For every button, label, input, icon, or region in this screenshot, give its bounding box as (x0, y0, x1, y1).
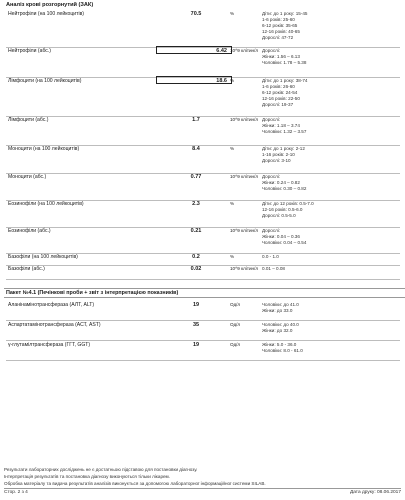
reference-line: Дорослі: 3-10 (262, 158, 291, 163)
table-row (6, 116, 400, 146)
test-name: Нейтрофіли (на 100 лейкоцитів) (8, 11, 84, 17)
reference-line: Жінки: 0.04 – 0.36 (262, 234, 300, 239)
test-value: 0.21 (190, 228, 202, 234)
test-name: γ-глутамілтрансфераза (ГГТ, GGT) (8, 342, 91, 348)
reference-line: 1-6 років: 26-60 (262, 84, 295, 89)
test-value: 70.5 (190, 11, 202, 17)
reference-line: Діти: до 1 року: 15-45 (262, 11, 308, 16)
reference-line: Жінки: 0.24 – 0.82 (262, 180, 300, 185)
reference-line: 12-16 років: 22-50 (262, 96, 300, 101)
test-unit: % (230, 254, 235, 259)
reference-line: 1-6 років: 25-60 (262, 17, 295, 22)
test-name: Моноцити (абс.) (8, 174, 47, 180)
reference-line: Чоловіки: 1.78 – 5.38 (262, 60, 307, 65)
reference-range (262, 117, 398, 135)
reference-line: Чоловіки: до 40.0 (262, 322, 299, 327)
table-row (6, 47, 400, 78)
test-name: Аланінамінотрансфераза (АЛТ, ALT) (8, 302, 95, 308)
test-unit: % (230, 11, 235, 16)
test-name: Моноцити (на 100 лейкоцитів) (8, 146, 80, 152)
test-unit: 10^9 клітин/л (230, 266, 259, 271)
packet-title: Пакет №4.1 (Печінкові проби + звіт з інтерпретацією показників) (4, 288, 405, 298)
reference-line: Дорослі: 47-72 (262, 35, 294, 40)
table-row (6, 173, 400, 201)
test-name: Еозинофіли (абс.) (8, 228, 51, 234)
test-value: 19 (192, 342, 200, 348)
test-name: Лімфоцити (на 100 лейкоцитів) (8, 78, 82, 84)
test-unit: % (230, 146, 235, 151)
table-row (6, 77, 400, 117)
reference-line: 12-16 років: 40-65 (262, 29, 300, 34)
section-title: Аналіз крові розгорнутий (ЗАК) (6, 2, 94, 8)
reference-range (262, 201, 398, 219)
note-3: Обробка матеріалу та видача результатів аналізів виконується за допомогою лабораторної інформаційної системи SILAB. (4, 481, 266, 486)
table-row (6, 341, 400, 361)
note-2: Інтерпретація результатів та постановка діагнозу виконуються тільки лікарем. (4, 474, 170, 479)
test-unit: 10^9 клітин/л (230, 117, 259, 122)
print-date: Дата друку: 08.06.2017 (350, 490, 401, 495)
test-unit: Од/л (230, 322, 241, 327)
reference-range (262, 254, 398, 260)
reference-range (262, 146, 398, 164)
reference-line: Дорослі: (262, 48, 281, 53)
reference-line: Чоловіки: 1.32 – 3.57 (262, 129, 307, 134)
test-unit: Од/л (230, 342, 241, 347)
table-row (6, 10, 400, 48)
reference-line: 1-16 років: 2-10 (262, 152, 295, 157)
reference-range (262, 302, 398, 314)
reference-line: Діти: до 1 року: 38-74 (262, 78, 308, 83)
reference-line: Дорослі: (262, 228, 281, 233)
test-unit: 10^9 клітин/л (230, 48, 259, 53)
reference-line: Діти: до 1 року: 2-12 (262, 146, 305, 151)
test-value: 19 (192, 302, 200, 308)
reference-line: Дорослі: 19-37 (262, 102, 294, 107)
test-value: 8.4 (192, 146, 200, 152)
reference-line: Чоловіки: 8.0 - 61.0 (262, 348, 303, 353)
test-name: Базофіли (на 100 лейкоцитів) (8, 254, 78, 260)
test-unit: % (230, 201, 235, 206)
reference-range (262, 174, 398, 192)
test-value: 2.3 (192, 201, 200, 207)
reference-range (262, 78, 398, 108)
test-unit: 10^9 клітин/л (230, 228, 259, 233)
table-row (6, 301, 400, 321)
test-value: 18.6 (156, 76, 232, 84)
reference-line: Дорослі: 0.5-5.0 (262, 213, 296, 218)
reference-range (262, 342, 398, 354)
table-row (6, 145, 400, 174)
reference-line: Дорослі: (262, 117, 281, 122)
reference-line: Чоловіки: 0.04 – 0.54 (262, 240, 307, 245)
test-value: 6.42 (156, 46, 232, 54)
reference-line: Жінки: 5.0 - 36.0 (262, 342, 297, 347)
test-name: Аспартатамінотрансфераза (АСТ, AST) (8, 322, 101, 328)
test-name: Лімфоцити (абс.) (8, 117, 49, 123)
table-row (6, 321, 400, 341)
reference-line: 0.01 – 0.08 (262, 266, 285, 271)
test-name: Еозинофіли (на 100 лейкоцитів) (8, 201, 84, 207)
reference-line: 12-16 років: 0.5-6.0 (262, 207, 303, 212)
reference-line: Чоловіки: до 41.0 (262, 302, 299, 307)
test-value: 1.7 (192, 117, 200, 123)
table-row (6, 227, 400, 254)
reference-range (262, 11, 398, 41)
test-value: 0.2 (192, 254, 200, 260)
reference-line: Жінки: до 33.0 (262, 308, 293, 313)
reference-line: Жінки: 1.56 – 6.13 (262, 54, 300, 59)
reference-line: Діти: до 12 років: 0.5-7.0 (262, 201, 314, 206)
table-row (6, 265, 400, 280)
test-value: 0.02 (190, 266, 202, 272)
reference-line: Жінки: 1.18 – 3.74 (262, 123, 300, 128)
page-footer (4, 490, 401, 495)
reference-range (262, 322, 398, 334)
test-name: Нейтрофіли (абс.) (8, 48, 51, 54)
reference-line: Чоловіки: 0.30 – 0.82 (262, 186, 307, 191)
test-unit: % (230, 78, 235, 83)
test-unit: 10^9 клітин/л (230, 174, 259, 179)
test-value: 0.77 (190, 174, 202, 180)
note-1: Результати лабораторних досліджень не є достатньою підставою для постановки діагнозу. (4, 467, 198, 472)
reference-line: 6-12 років: 24-54 (262, 90, 298, 95)
reference-line: Дорослі: (262, 174, 281, 179)
test-name: Базофіли (абс.) (8, 266, 45, 272)
footer-divider (4, 488, 401, 489)
reference-range (262, 48, 398, 66)
reference-line: 0.0 - 1.0 (262, 254, 279, 259)
table-row (6, 200, 400, 228)
test-unit: Од/л (230, 302, 241, 307)
reference-line: Жінки: до 32.0 (262, 328, 293, 333)
reference-line: 6-12 років: 35-65 (262, 23, 298, 28)
reference-range (262, 228, 398, 246)
reference-range (262, 266, 398, 272)
page-number: Стор. 2 з 4 (4, 490, 28, 495)
test-value: 35 (192, 322, 200, 328)
